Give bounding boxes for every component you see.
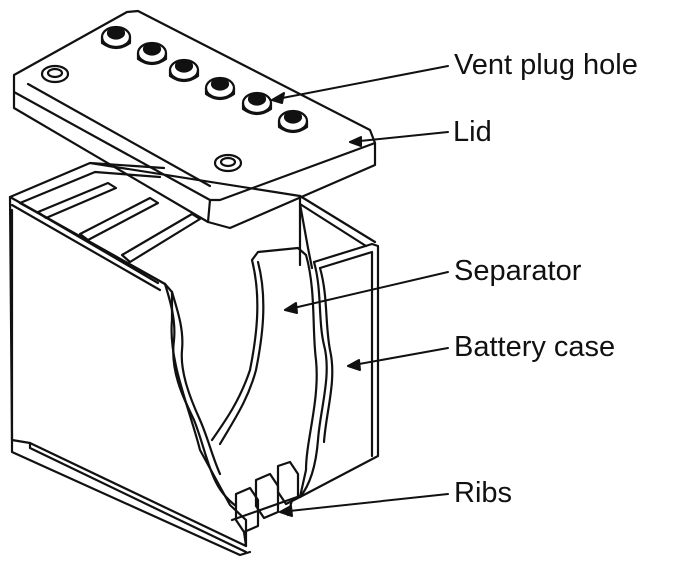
rib-base	[232, 496, 300, 546]
case-rim-inner	[20, 172, 366, 246]
vent-plug-hole	[102, 27, 130, 48]
arrowhead-ribs	[280, 506, 292, 516]
leader-lid	[350, 132, 448, 142]
battery-case	[10, 163, 378, 555]
leader-lines	[272, 66, 448, 516]
lid	[14, 11, 375, 228]
label-separator: Separator	[454, 255, 582, 287]
vent-plug-hole	[138, 43, 166, 64]
leader-battery-case	[348, 348, 448, 366]
vent-plug-hole	[243, 93, 271, 114]
separator	[212, 248, 317, 497]
terminal-hole	[42, 66, 68, 82]
vent-plug-hole	[279, 111, 307, 132]
arrowhead-lid	[350, 137, 361, 146]
cell-divider	[38, 183, 116, 218]
terminal-hole	[215, 155, 241, 171]
leader-separator	[285, 272, 448, 310]
label-ribs: Ribs	[454, 477, 513, 509]
label-battery-case: Battery case	[454, 331, 616, 363]
separator-outline	[212, 248, 317, 497]
case-left-face	[10, 197, 246, 546]
cell-divider	[80, 198, 158, 240]
lid-skirt-edge	[208, 200, 210, 222]
vent-plug-hole	[170, 60, 198, 81]
case-left-face-edge	[12, 205, 246, 552]
arrowhead-battery-case	[348, 360, 360, 370]
label-lid: Lid	[453, 116, 492, 148]
label-vent-plug-hole: Vent plug hole	[454, 49, 638, 81]
arrowhead-separator	[285, 303, 297, 313]
case-cutaway-left	[165, 284, 236, 506]
arrowhead-vent	[272, 93, 284, 103]
vent-plug-hole	[206, 78, 234, 99]
case-right-face-edge	[320, 252, 372, 456]
cell-divider	[122, 214, 200, 262]
leader-vent-plug-hole	[272, 66, 448, 100]
case-rim	[10, 163, 375, 242]
leader-ribs	[280, 494, 448, 512]
